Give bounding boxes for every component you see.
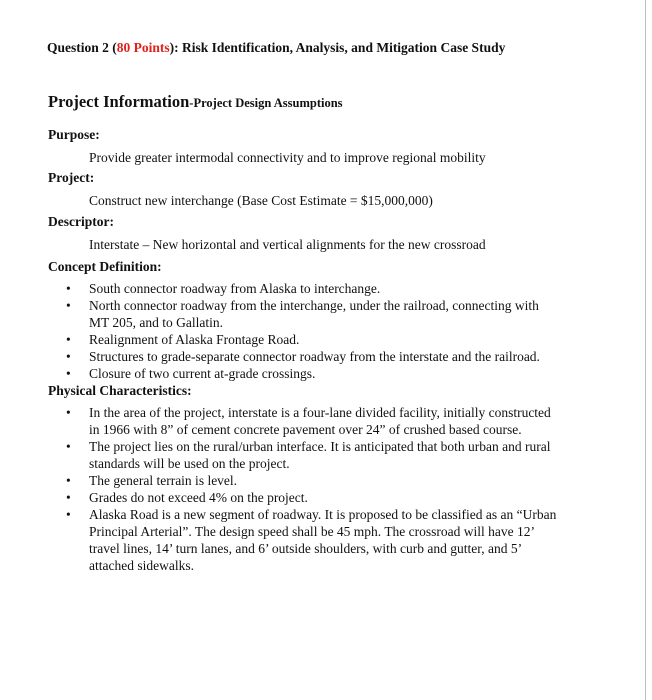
list-item: • North connector roadway from the interchange, under the railroad, connecting with MT 205, and to Gallatin. (62, 297, 562, 331)
project-text: Construct new interchange (Base Cost Estimate = $15,000,000) (89, 193, 433, 208)
list-item: • Structures to grade-separate connector roadway from the interstate and the railroad. (62, 348, 562, 365)
question-suffix: ): Risk Identification, Analysis, and Mitigation Case Study (169, 40, 506, 55)
list-item: • The project lies on the rural/urban interface. It is anticipated that both urban and rural standards will be used on the project. (62, 438, 562, 472)
project-info-title (48, 92, 343, 112)
project-info-main: Project Information (48, 92, 190, 111)
project-heading: Project: (48, 170, 95, 185)
concept-definition-heading: Concept Definition: (48, 259, 162, 274)
purpose-heading: Purpose: (48, 127, 100, 142)
list-item: • South connector roadway from Alaska to interchange. (62, 280, 562, 297)
list-item: • Closure of two current at-grade crossings. (62, 365, 562, 382)
concept-definition-list (62, 280, 562, 382)
purpose-text: Provide greater intermodal connectivity and to improve regional mobility (89, 150, 486, 165)
list-item: • Grades do not exceed 4% on the project. (62, 489, 562, 506)
list-item: • In the area of the project, interstate is a four-lane divided facility, initially constructed in 1966 with 8” of cement concrete pavement over 24” of crushed based course. (62, 404, 562, 438)
descriptor-text: Interstate – New horizontal and vertical alignments for the new crossroad (89, 237, 486, 252)
descriptor-heading: Descriptor: (48, 214, 114, 229)
page-edge-divider (645, 0, 646, 700)
question-title (47, 40, 505, 56)
list-item: • Realignment of Alaska Frontage Road. (62, 331, 562, 348)
list-item: • The general terrain is level. (62, 472, 562, 489)
list-item: • Alaska Road is a new segment of roadway. It is proposed to be classified as an “Urban Principal Arterial”. The design speed shall be 45 mph. The crossroad will have 12’ travel lines, 14’ turn lanes, and 6’ outside shoulders, with curb and gutter, and 5’ attached sidewalks. (62, 506, 562, 574)
physical-characteristics-heading: Physical Characteristics: (48, 383, 192, 398)
physical-characteristics-list (62, 404, 562, 574)
question-prefix: Question 2 ( (47, 40, 117, 55)
question-points: 80 Points (116, 40, 170, 55)
project-info-sub: -Project Design Assumptions (189, 96, 343, 110)
